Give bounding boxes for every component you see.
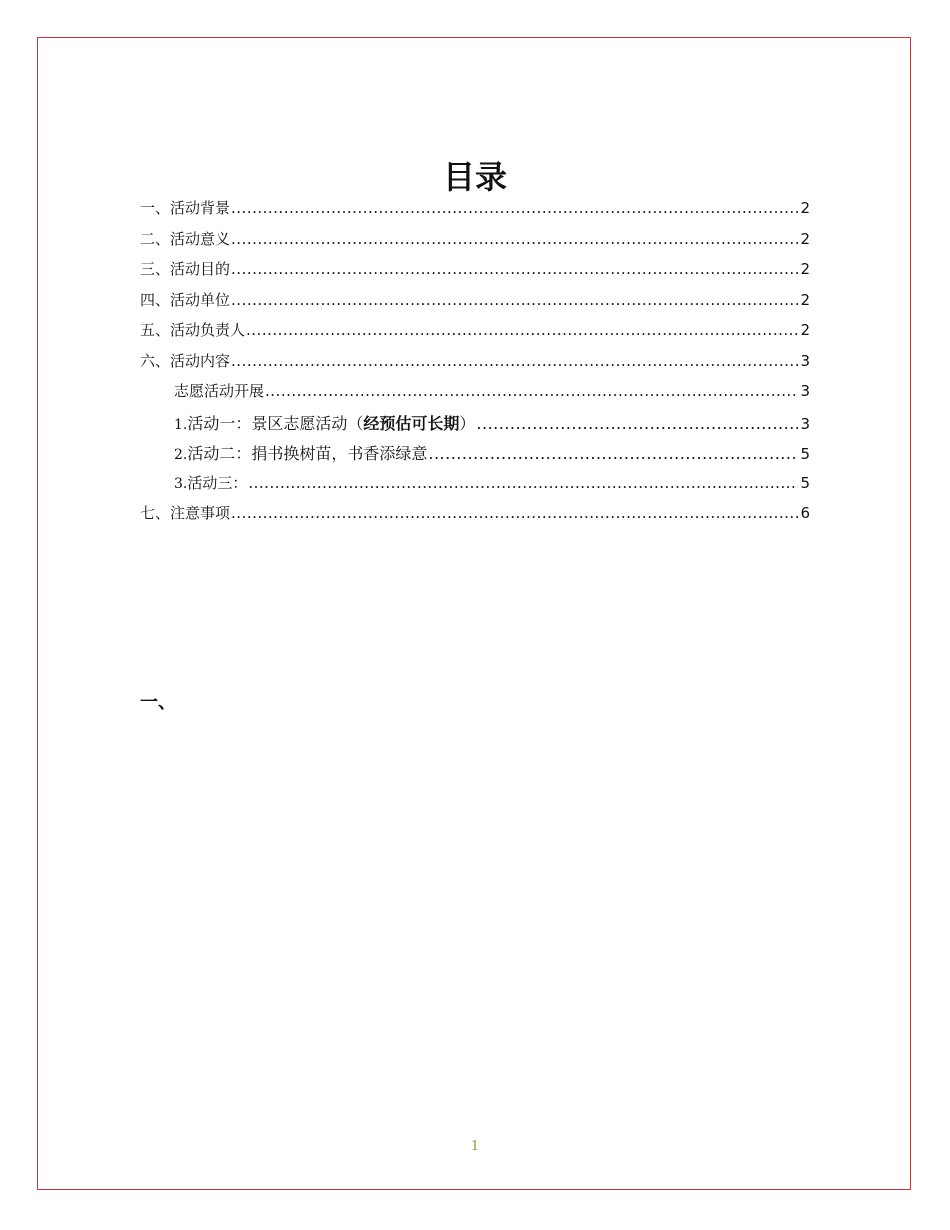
toc-page-number: 2 <box>800 229 810 248</box>
toc-page-number: 2 <box>800 321 810 339</box>
toc-entry-significance[interactable] <box>140 228 810 259</box>
toc-entry-number: 3. <box>174 475 188 492</box>
toc-entry-number: 2. <box>174 447 188 463</box>
toc-leader-dots <box>231 504 798 522</box>
toc-leader-dots <box>246 321 798 339</box>
toc-entry-number: 1. <box>174 416 188 433</box>
toc-leader-dots <box>231 199 798 217</box>
toc-entry-bold-text: 经预估可长期 <box>363 413 460 433</box>
toc-page-number: 3 <box>800 414 810 433</box>
toc-entry-title <box>174 411 475 434</box>
toc-entry-title: 四、活动单位 <box>140 290 231 309</box>
toc-leader-dots <box>231 230 798 248</box>
toc-entry-title: 七、注意事项 <box>140 504 231 522</box>
toc-leader-dots <box>428 444 798 463</box>
toc-entry-title: 六、活动内容 <box>140 351 231 370</box>
toc-entry-text-tail: ） <box>459 413 476 433</box>
toc-page-number: 3 <box>800 382 810 400</box>
toc-entry-text: 活动三： <box>187 473 248 492</box>
table-of-contents <box>140 197 810 533</box>
toc-entry-purpose[interactable] <box>140 258 810 289</box>
toc-entry-title <box>174 441 427 464</box>
toc-leader-dots <box>265 382 798 400</box>
toc-entry-title: 二、活动意义 <box>140 229 231 248</box>
toc-leader-dots <box>476 414 798 433</box>
toc-entry-activity-2[interactable] <box>140 441 810 472</box>
toc-entry-activity-1[interactable] <box>140 411 810 442</box>
toc-entry-content[interactable] <box>140 350 810 381</box>
section-heading: 一、 <box>140 692 176 713</box>
toc-entry-text: 活动一：景区志愿活动（ <box>187 413 364 433</box>
toc-entry-title: 一、活动背景 <box>140 199 231 217</box>
toc-entry-activity-3[interactable] <box>140 472 810 503</box>
toc-page-number: 6 <box>800 504 810 522</box>
toc-leader-dots <box>248 474 798 492</box>
toc-page-number: 5 <box>800 445 810 463</box>
toc-page-number: 2 <box>800 260 810 278</box>
toc-page-number: 5 <box>800 473 810 492</box>
toc-entry-title: 三、活动目的 <box>140 260 231 278</box>
toc-entry-notes[interactable] <box>140 502 810 533</box>
toc-leader-dots <box>231 352 798 370</box>
toc-entry-text: 活动二：捐书换树苗，书香添绿意 <box>187 444 428 463</box>
toc-entry-title: 五、活动负责人 <box>140 321 246 339</box>
footer-page-number: 1 <box>470 1139 480 1154</box>
toc-page-number: 2 <box>800 290 810 309</box>
toc-entry-volunteer-activities[interactable] <box>140 380 810 411</box>
toc-leader-dots <box>231 260 798 278</box>
toc-page-number: 2 <box>800 199 810 217</box>
toc-entry-background[interactable] <box>140 197 810 228</box>
toc-leader-dots <box>231 291 798 309</box>
toc-entry-organizers[interactable] <box>140 289 810 320</box>
toc-entry-leader[interactable] <box>140 319 810 350</box>
toc-page-number: 3 <box>800 351 810 370</box>
toc-entry-title <box>174 472 247 493</box>
toc-title: 目录 <box>442 158 507 196</box>
toc-entry-title: 志愿活动开展 <box>174 382 265 400</box>
